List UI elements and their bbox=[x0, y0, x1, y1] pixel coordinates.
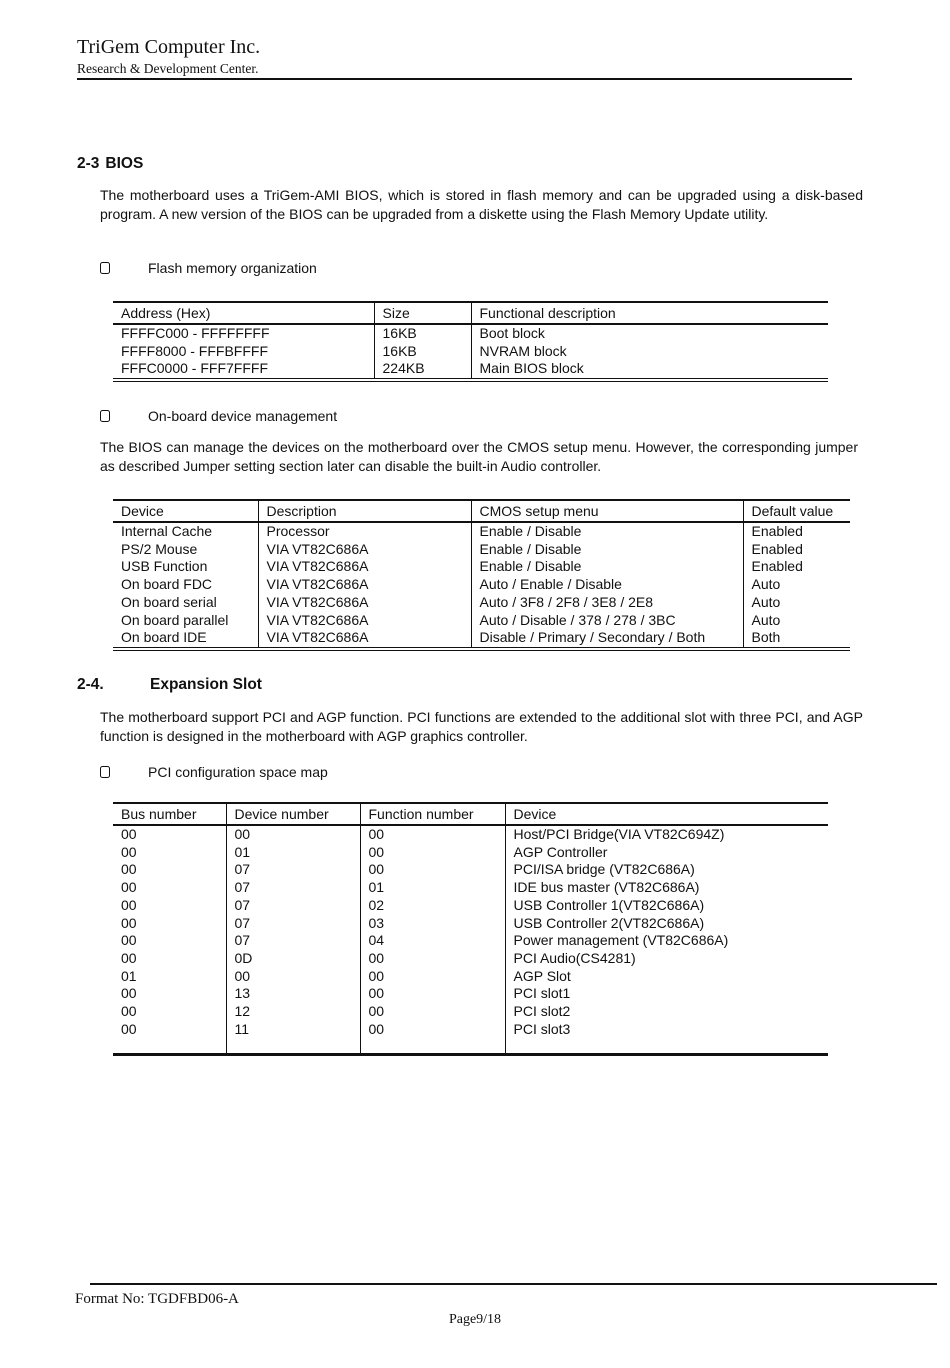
footer-rule bbox=[90, 1283, 937, 1285]
table-cell: 01 bbox=[360, 879, 505, 897]
table-cell: Auto / Enable / Disable bbox=[471, 576, 743, 594]
table-cell: 16KB bbox=[374, 324, 471, 343]
table-header-row bbox=[113, 302, 828, 324]
table-row bbox=[113, 1021, 828, 1055]
table-cell: 00 bbox=[360, 968, 505, 986]
footer-page-number: Page9/18 bbox=[448, 1312, 502, 1327]
table-row bbox=[113, 594, 850, 612]
table-cell: PCI slot2 bbox=[513, 1003, 571, 1020]
table-cell: USB Function bbox=[113, 558, 258, 576]
table-cell: PCI slot3 bbox=[513, 1020, 571, 1037]
bullet-item-onboard-device bbox=[100, 408, 337, 424]
table-row bbox=[113, 629, 850, 649]
table-cell: 11 bbox=[226, 1021, 360, 1055]
table-cell: 00 bbox=[113, 1003, 226, 1021]
section-number: 2-4. bbox=[77, 676, 104, 693]
expansion-intro-paragraph: The motherboard support PCI and AGP function. PCI functions are extended to the additional slot with three PCI, and AGP function is designed in the motherboard with AGP graphics controller. bbox=[100, 709, 863, 744]
table-row bbox=[113, 612, 850, 630]
section-title: BIOS bbox=[105, 155, 144, 172]
table-row bbox=[113, 985, 828, 1003]
table-row bbox=[113, 343, 828, 361]
header-rule bbox=[77, 78, 852, 80]
table-cell: 07 bbox=[226, 915, 360, 933]
bullet-item-flash-memory bbox=[100, 260, 317, 276]
table-cell: Auto bbox=[751, 593, 781, 610]
table-cell: 01 bbox=[113, 968, 226, 986]
table-row bbox=[113, 950, 828, 968]
footer-format-number: Format No: TGDFBD06-A bbox=[75, 1291, 239, 1307]
column-header: Address (Hex) bbox=[113, 302, 374, 324]
square-outline-icon bbox=[100, 410, 110, 422]
section-number: 2-3 bbox=[77, 155, 100, 172]
table-cell: VIA VT82C686A bbox=[258, 576, 471, 594]
company-department: Research & Development Center. bbox=[77, 61, 259, 76]
table-cell: 12 bbox=[226, 1003, 360, 1021]
table-cell: Enabled bbox=[751, 558, 803, 575]
table-cell: 07 bbox=[226, 861, 360, 879]
table-cell: 07 bbox=[226, 879, 360, 897]
section-heading-expansion bbox=[77, 676, 262, 694]
column-header: Device bbox=[505, 803, 828, 825]
table-cell: On board IDE bbox=[113, 629, 258, 649]
table-cell: On board FDC bbox=[113, 576, 258, 594]
table-cell: VIA VT82C686A bbox=[258, 612, 471, 630]
column-header: Device bbox=[113, 500, 258, 522]
table-row bbox=[113, 861, 828, 879]
table-cell: PCI/ISA bridge (VT82C686A) bbox=[513, 861, 695, 878]
bullet-label: On-board device management bbox=[148, 408, 338, 424]
table-cell: FFFC0000 - FFF7FFFF bbox=[113, 360, 374, 380]
bullet-label: Flash memory organization bbox=[148, 260, 317, 276]
table-cell: 00 bbox=[226, 825, 360, 844]
table-cell: Main BIOS block bbox=[479, 360, 584, 377]
column-header: Function number bbox=[360, 803, 505, 825]
table-cell: 00 bbox=[360, 1003, 505, 1021]
table-cell: 00 bbox=[360, 844, 505, 862]
table-cell: 00 bbox=[113, 932, 226, 950]
table-cell: Auto bbox=[751, 611, 781, 628]
table-cell: VIA VT82C686A bbox=[258, 558, 471, 576]
table-cell: VIA VT82C686A bbox=[258, 541, 471, 559]
column-header: Description bbox=[258, 500, 471, 522]
table-cell: 0D bbox=[226, 950, 360, 968]
table-cell: 16KB bbox=[374, 343, 471, 361]
table-row bbox=[113, 541, 850, 559]
table-cell: Processor bbox=[258, 522, 471, 541]
table-cell: USB Controller 2(VT82C686A) bbox=[513, 914, 705, 931]
table-header-row bbox=[113, 500, 850, 522]
onboard-device-paragraph: The BIOS can manage the devices on the motherboard over the CMOS setup menu. However, the corresponding jumper as described Jumper setting section later can disable the built-in Audio controller. bbox=[100, 439, 858, 474]
pci-config-table bbox=[113, 802, 828, 1056]
table-cell: 00 bbox=[113, 915, 226, 933]
section-title: Expansion Slot bbox=[150, 676, 262, 693]
table-cell: AGP Controller bbox=[513, 843, 608, 860]
column-header: Size bbox=[374, 302, 471, 324]
table-cell: PCI slot1 bbox=[513, 985, 571, 1002]
table-cell: 00 bbox=[360, 1021, 505, 1055]
table-row bbox=[113, 844, 828, 862]
bullet-label: PCI configuration space map bbox=[148, 764, 328, 780]
table-row bbox=[113, 522, 850, 541]
table-cell: Enable / Disable bbox=[471, 541, 743, 559]
company-name: TriGem Computer Inc. bbox=[77, 36, 261, 58]
column-header: Bus number bbox=[113, 803, 226, 825]
table-cell: Enabled bbox=[751, 523, 803, 539]
column-header: Functional description bbox=[471, 302, 828, 324]
table-cell: Disable / Primary / Secondary / Both bbox=[471, 629, 743, 649]
table-row bbox=[113, 576, 850, 594]
table-cell: 00 bbox=[113, 985, 226, 1003]
table-cell: 00 bbox=[113, 1021, 226, 1055]
table-cell: Auto / Disable / 378 / 278 / 3BC bbox=[471, 612, 743, 630]
device-management-table bbox=[113, 499, 850, 651]
flash-memory-table bbox=[113, 301, 828, 382]
table-cell: 00 bbox=[360, 861, 505, 879]
table-cell: 00 bbox=[360, 825, 505, 844]
table-row bbox=[113, 324, 828, 343]
table-cell: AGP Slot bbox=[513, 967, 571, 984]
table-cell: Auto bbox=[751, 576, 781, 593]
bios-intro-paragraph: The motherboard uses a TriGem-AMI BIOS, which is stored in flash memory and can be upgraded using a disk-based program. A new version of the BIOS can be upgraded from a diskette using the Flash Memory Update utility. bbox=[100, 187, 863, 222]
bullet-item-pci-config bbox=[100, 764, 328, 780]
table-cell: 00 bbox=[113, 950, 226, 968]
table-cell: NVRAM block bbox=[479, 342, 567, 359]
table-cell: Enable / Disable bbox=[471, 522, 743, 541]
table-cell: Enabled bbox=[751, 540, 803, 557]
table-cell: Auto / 3F8 / 2F8 / 3E8 / 2E8 bbox=[471, 594, 743, 612]
table-cell: 13 bbox=[226, 985, 360, 1003]
table-cell: 00 bbox=[226, 968, 360, 986]
table-cell: FFFF8000 - FFFBFFFF bbox=[113, 343, 374, 361]
section-heading-bios bbox=[77, 155, 143, 173]
table-cell: Enable / Disable bbox=[471, 558, 743, 576]
column-header: Default value bbox=[743, 500, 850, 522]
table-cell: On board serial bbox=[113, 594, 258, 612]
table-cell: 00 bbox=[360, 950, 505, 968]
table-row bbox=[113, 915, 828, 933]
table-cell: 224KB bbox=[374, 360, 471, 380]
square-outline-icon bbox=[100, 766, 110, 778]
table-header-row bbox=[113, 803, 828, 825]
square-outline-icon bbox=[100, 262, 110, 274]
table-cell: VIA VT82C686A bbox=[258, 594, 471, 612]
table-row bbox=[113, 1003, 828, 1021]
table-cell: 04 bbox=[360, 932, 505, 950]
table-row bbox=[113, 360, 828, 380]
table-cell: 03 bbox=[360, 915, 505, 933]
table-row bbox=[113, 825, 828, 844]
table-cell: FFFFC000 - FFFFFFFF bbox=[113, 324, 374, 343]
table-row bbox=[113, 968, 828, 986]
table-cell: IDE bus master (VT82C686A) bbox=[513, 879, 700, 896]
table-cell: On board parallel bbox=[113, 612, 258, 630]
table-cell: USB Controller 1(VT82C686A) bbox=[513, 896, 705, 913]
table-cell: 00 bbox=[113, 897, 226, 915]
table-cell: 00 bbox=[113, 861, 226, 879]
table-cell: PCI Audio(CS4281) bbox=[513, 949, 636, 966]
table-cell: PS/2 Mouse bbox=[113, 541, 258, 559]
table-cell: 00 bbox=[113, 825, 226, 844]
table-cell: Host/PCI Bridge(VIA VT82C694Z) bbox=[513, 826, 725, 842]
table-cell: 07 bbox=[226, 932, 360, 950]
table-cell: 00 bbox=[113, 879, 226, 897]
table-cell: 01 bbox=[226, 844, 360, 862]
column-header: Device number bbox=[226, 803, 360, 825]
table-cell: 00 bbox=[360, 985, 505, 1003]
table-cell: 07 bbox=[226, 897, 360, 915]
table-row bbox=[113, 897, 828, 915]
table-cell: Power management (VT82C686A) bbox=[513, 932, 729, 949]
table-cell: VIA VT82C686A bbox=[258, 629, 471, 649]
table-cell: Internal Cache bbox=[113, 522, 258, 541]
column-header: CMOS setup menu bbox=[471, 500, 743, 522]
table-cell: Both bbox=[751, 629, 781, 646]
table-cell: 02 bbox=[360, 897, 505, 915]
table-cell: Boot block bbox=[479, 325, 545, 341]
table-row bbox=[113, 879, 828, 897]
table-row bbox=[113, 558, 850, 576]
table-row bbox=[113, 932, 828, 950]
table-cell: 00 bbox=[113, 844, 226, 862]
